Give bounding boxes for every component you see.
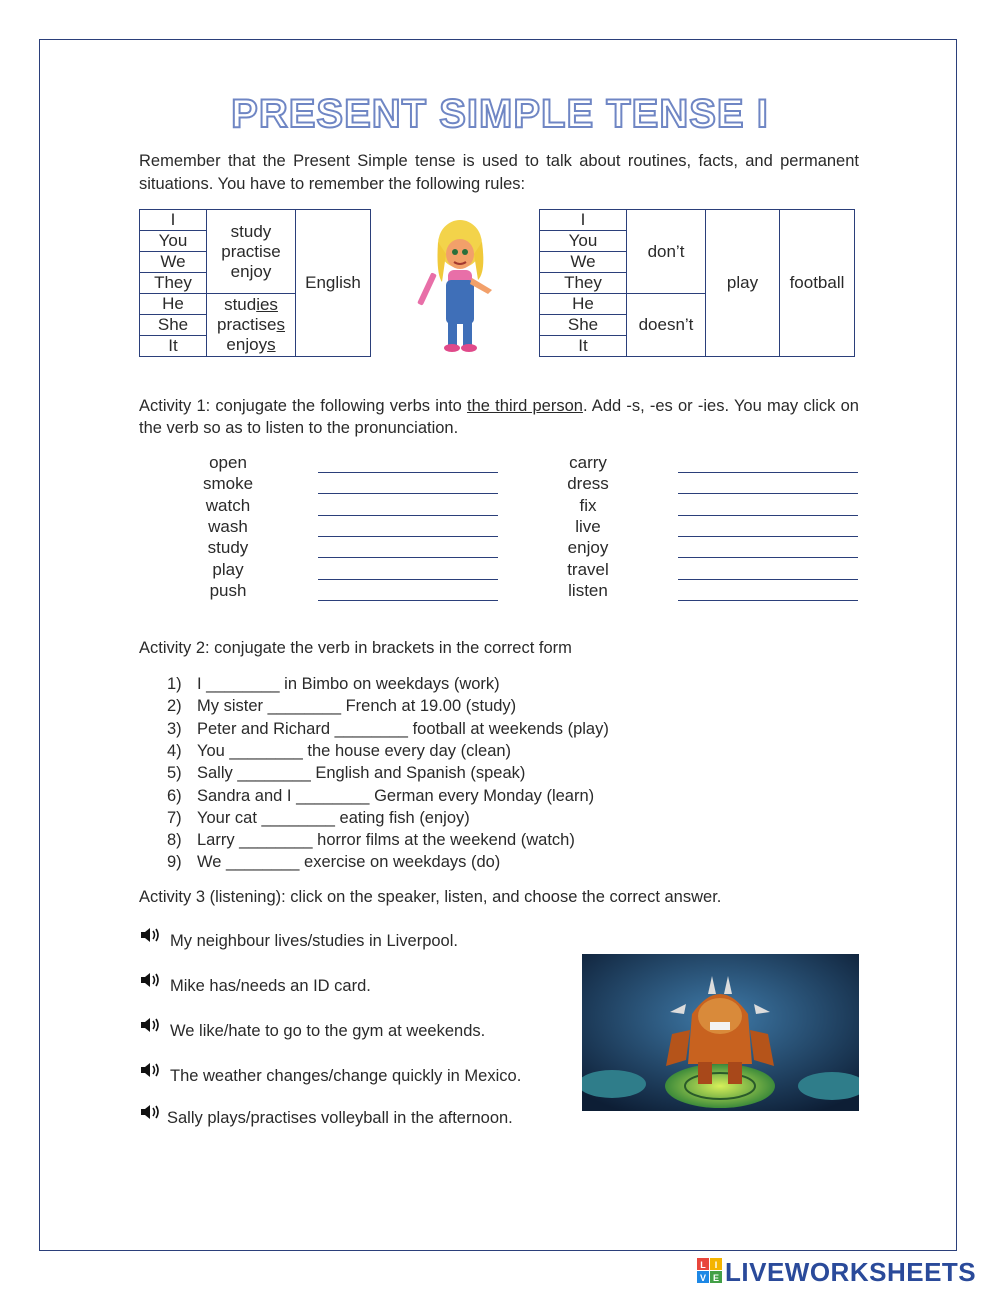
pronoun-cell: They xyxy=(540,273,627,294)
item-text: Your cat ________ eating fish (enjoy) xyxy=(197,808,470,827)
verb-audio-link[interactable]: live xyxy=(575,516,601,536)
aux-plural-cell: don’t xyxy=(627,210,706,294)
verb-audio-link[interactable]: play xyxy=(212,559,244,579)
exercise-item xyxy=(167,762,525,784)
pronoun-cell: It xyxy=(140,336,207,357)
page-title: PRESENT SIMPLE TENSE I xyxy=(231,92,769,136)
listening-sentence[interactable]: We like/hate to go to the gym at weekends. xyxy=(170,1022,486,1040)
verb-audio-link[interactable]: fix xyxy=(579,495,597,515)
exercise-item xyxy=(167,695,516,717)
listening-sentence[interactable]: Sally plays/practises volleyball in the afternoon. xyxy=(167,1109,513,1127)
verb-base: study xyxy=(230,221,272,241)
answer-blank[interactable] xyxy=(318,536,498,537)
listening-sentence[interactable]: Mike has/needs an ID card. xyxy=(170,977,371,995)
verb-third: studies xyxy=(224,295,278,314)
answer-blank[interactable] xyxy=(678,579,858,580)
item-text: We ________ exercise on weekdays (do) xyxy=(197,853,501,872)
item-number: 3) xyxy=(167,719,182,738)
pronoun-cell: I xyxy=(140,210,207,231)
logo-blocks-icon xyxy=(697,1258,723,1284)
answer-blank[interactable] xyxy=(318,472,498,473)
verb-audio-link[interactable]: open xyxy=(209,453,247,472)
item-number: 5) xyxy=(167,764,182,783)
speaker-icon[interactable] xyxy=(139,925,163,945)
item-number: 9) xyxy=(167,853,182,872)
rules-table-affirmative xyxy=(139,209,371,357)
logo-letter: E xyxy=(712,1273,720,1283)
item-text: Larry ________ horror films at the weekend (watch) xyxy=(197,831,575,850)
verb-base: practise xyxy=(221,241,281,261)
verb-audio-link[interactable]: carry xyxy=(569,453,607,472)
item-text: I ________ in Bimbo on weekdays (work) xyxy=(197,675,500,693)
pronoun-cell: He xyxy=(140,294,207,315)
verb-audio-link[interactable]: watch xyxy=(205,495,251,515)
item-text: Peter and Richard ________ football at weekends (play) xyxy=(197,719,609,738)
pronoun-cell: We xyxy=(140,252,207,273)
object-cell: football xyxy=(780,210,855,357)
listening-sentence[interactable]: The weather changes/change quickly in Mexico. xyxy=(170,1067,522,1085)
aux-singular-cell: doesn’t xyxy=(627,294,706,357)
pronoun-cell: I xyxy=(540,210,627,231)
logo-letter: L xyxy=(700,1260,706,1270)
answer-blank[interactable] xyxy=(318,600,498,601)
third-person-verbs-cell xyxy=(207,294,296,357)
speaker-icon[interactable] xyxy=(139,1060,163,1080)
exercise-item xyxy=(167,807,470,829)
answer-blank[interactable] xyxy=(678,557,858,558)
item-number: 1) xyxy=(167,675,182,693)
base-verbs-cell xyxy=(207,210,296,294)
answer-blank[interactable] xyxy=(678,472,858,473)
answer-blank[interactable] xyxy=(678,515,858,516)
item-number: 6) xyxy=(167,786,182,805)
item-text: My sister ________ French at 19.00 (study) xyxy=(197,697,517,716)
item-number: 2) xyxy=(167,697,182,716)
exercise-item xyxy=(167,785,594,807)
item-number: 8) xyxy=(167,831,182,850)
character-illustration xyxy=(412,214,502,354)
intro-paragraph: Remember that the Present Simple tense is used to talk about routines, facts, and permanent situations. You have to remember the following rules: xyxy=(139,152,859,193)
speaker-icon[interactable] xyxy=(139,970,163,990)
answer-blank[interactable] xyxy=(678,600,858,601)
speaker-icon[interactable] xyxy=(139,1102,163,1122)
exercise-item xyxy=(167,718,609,740)
pronoun-cell: He xyxy=(540,294,627,315)
verb-audio-link[interactable]: smoke xyxy=(202,474,254,494)
item-text: Sally ________ English and Spanish (speak) xyxy=(197,764,526,783)
pronoun-cell: She xyxy=(140,315,207,336)
pronoun-cell: She xyxy=(540,315,627,336)
verb-audio-link[interactable]: wash xyxy=(208,516,248,536)
activity2-instruction: Activity 2: conjugate the verb in brackets in the correct form xyxy=(139,639,572,657)
pronoun-cell: We xyxy=(540,252,627,273)
item-text: You ________ the house every day (clean) xyxy=(197,741,512,760)
verb-audio-link[interactable]: push xyxy=(209,580,247,600)
verb-audio-link[interactable]: dress xyxy=(567,474,609,494)
verb-audio-link[interactable]: travel xyxy=(567,559,609,579)
pronoun-cell: You xyxy=(140,231,207,252)
verb-audio-link[interactable]: enjoy xyxy=(567,538,609,558)
verb-third: enjoys xyxy=(226,335,276,354)
answer-blank[interactable] xyxy=(318,579,498,580)
item-number: 7) xyxy=(167,808,182,827)
verb-cell: play xyxy=(706,210,780,357)
answer-blank[interactable] xyxy=(318,557,498,558)
brand-name: LIVEWORKSHEETS xyxy=(725,1257,977,1287)
rules-table-negative xyxy=(539,209,855,357)
answer-blank[interactable] xyxy=(678,536,858,537)
game-scene-image xyxy=(582,954,859,1111)
verb-third: practises xyxy=(216,315,286,334)
exercise-item xyxy=(167,673,500,695)
exercise-item xyxy=(167,740,511,762)
pronoun-cell: You xyxy=(540,231,627,252)
answer-blank[interactable] xyxy=(318,515,498,516)
item-text: Sandra and I ________ German every Monday (learn) xyxy=(197,786,595,805)
logo-letter: I xyxy=(714,1260,718,1270)
verb-base: enjoy xyxy=(230,261,272,281)
object-cell: English xyxy=(296,210,371,357)
pronoun-cell: It xyxy=(540,336,627,357)
pronoun-cell: They xyxy=(140,273,207,294)
activity1-instruction: Activity 1: conjugate the following verbs into the third person. Add -s, -es or -ies. You may click on the verb so as to listen to the pronunciation. xyxy=(139,397,859,437)
answer-blank[interactable] xyxy=(318,493,498,494)
logo-letter: V xyxy=(699,1273,707,1283)
exercise-item xyxy=(167,851,500,873)
verb-audio-link[interactable]: study xyxy=(207,538,249,558)
speaker-icon[interactable] xyxy=(139,1015,163,1035)
item-number: 4) xyxy=(167,741,182,760)
exercise-item xyxy=(167,829,575,851)
activity3-instruction: Activity 3 (listening): click on the speaker, listen, and choose the correct answer. xyxy=(139,888,722,906)
verb-audio-link[interactable]: listen xyxy=(568,580,608,600)
listening-sentence[interactable]: My neighbour lives/studies in Liverpool. xyxy=(170,932,458,950)
answer-blank[interactable] xyxy=(678,493,858,494)
